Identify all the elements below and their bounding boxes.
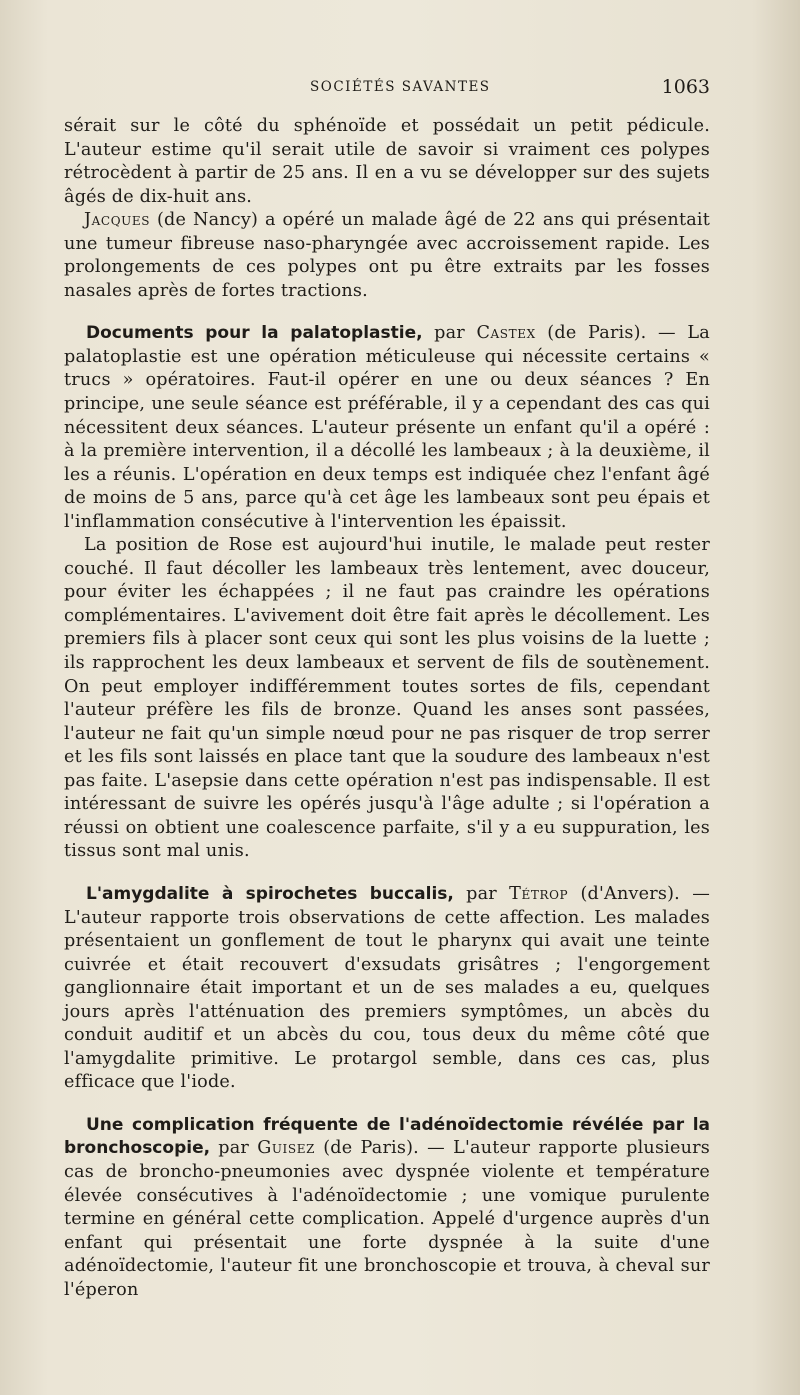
by-label: par [422,323,477,344]
paragraph-polypes-continuation: sérait sur le côté du sphénoïde et possédait un petit pédicule. L'auteur estime qu'il serait utile de savoir si vraiment ces polypes rétrocèdent à partir de 25 ans. Il en a vu se développer sur des sujets âgés de dix-huit ans. [64,116,710,207]
page-header [60,76,710,100]
author-name: Guisez [257,1138,316,1159]
author-name: Tétrop [509,883,569,904]
paragraph-position-de-rose: La position de Rose est aujourd'hui inutile, le malade peut rester couché. Il faut décoller les lambeaux très lentement, avec douceur, pour éviter les échappées ; il ne faut pas craindre les opérations complémentaires. L'avivement doit être fait après le décollement. Les premiers fils à placer sont ceux qui sont les plus voisins de la luette ; ils rapprochent les deux lambeaux et servent de fils de soutènement. On peut employer indifféremment toutes sortes de fils, cependant l'auteur préfère les fils de bronze. Quand les anses sont passées, l'auteur ne fait qu'un simple nœud pour ne pas risquer de trop serrer et les fils sont laissés en place tant que la soudure des lambeaux n'est pas faite. L'asepsie dans cette opération n'est pas indispensable. Il est intéressant de suivre les opérés jusqu'à l'âge adulte ; si l'opération a réussi on obtient une coalescence parfaite, s'il y a eu suppuration, les tissus sont mal unis. [64,535,710,862]
by-label: par [453,883,510,904]
author-name: Jacques [84,210,151,231]
paragraph-palatoplastie [64,322,710,534]
section-title: L'amygdalite à spirochetes buccalis, [86,883,454,904]
paragraph-amygdalite [64,883,710,1095]
paragraph-text: (de Paris). — L'auteur rapporte plusieurs cas de broncho-pneumonies avec dyspnée violente et température élevée consécutives à l'adénoïdectomie ; une vomique purulente termine en général cette complication. Appelé d'urgence auprès d'un enfant qui présentait une forte dyspnée à la suite d'une adénoïdectomie, l'auteur fit une bronchoscopie et trouva, à cheval sur l'éperon [64,1138,710,1300]
body-text [64,115,710,1302]
paragraph-jacques [64,209,710,303]
page-number: 1063 [661,76,710,98]
paragraph-adenoidectomie [64,1114,710,1302]
section-title: Une complication fréquente de l'adénoïdectomie révélée par la bronchoscopie, [64,1114,710,1159]
section-title: Documents pour la palatoplastie, [86,323,423,344]
by-label: par [210,1138,258,1159]
paragraph-text: (d'Anvers). — L'auteur rapporte trois observations de cette affection. Les malades présentaient un gonflement de tout le pharynx qui avait une teinte cuivrée et était recouvert d'exsudats grisâtres ; l'engorgement ganglionnaire était important et un de ses malades a eu, quelques jours après l'atténuation des premiers symptômes, un abcès du conduit auditif et un abcès du cou, tous deux du même côté que l'amygdalite primitive. Le protargol semble, dans ces cas, plus efficace que l'iode. [64,883,710,1093]
author-name: Castex [476,323,536,344]
paragraph-text: (de Nancy) a opéré un malade âgé de 22 ans qui présentait une tumeur fibreuse naso-pharyngée avec accroissement rapide. Les prolongements de ces polypes ont pu être extraits par les fosses nasales après de fortes tractions. [64,210,710,301]
running-title: SOCIÉTÉS SAVANTES [310,79,491,95]
paragraph-text: (de Paris). — La palatoplastie est une opération méticuleuse qui nécessite certains « trucs » opératoires. Faut-il opérer en une ou deux séances ? En principe, une seule séance est préférable, il y a cependant des cas qui nécessitent deux séances. L'auteur présente un enfant qu'il a opéré : à la première intervention, il a décollé les lambeaux ; à la deuxième, il les a réunis. L'opération en deux temps est indiquée chez l'enfant âgé de moins de 5 ans, parce qu'à cet âge les lambeaux sont peu épais et l'inflammation consécutive à l'intervention les épaissit. [64,323,710,532]
